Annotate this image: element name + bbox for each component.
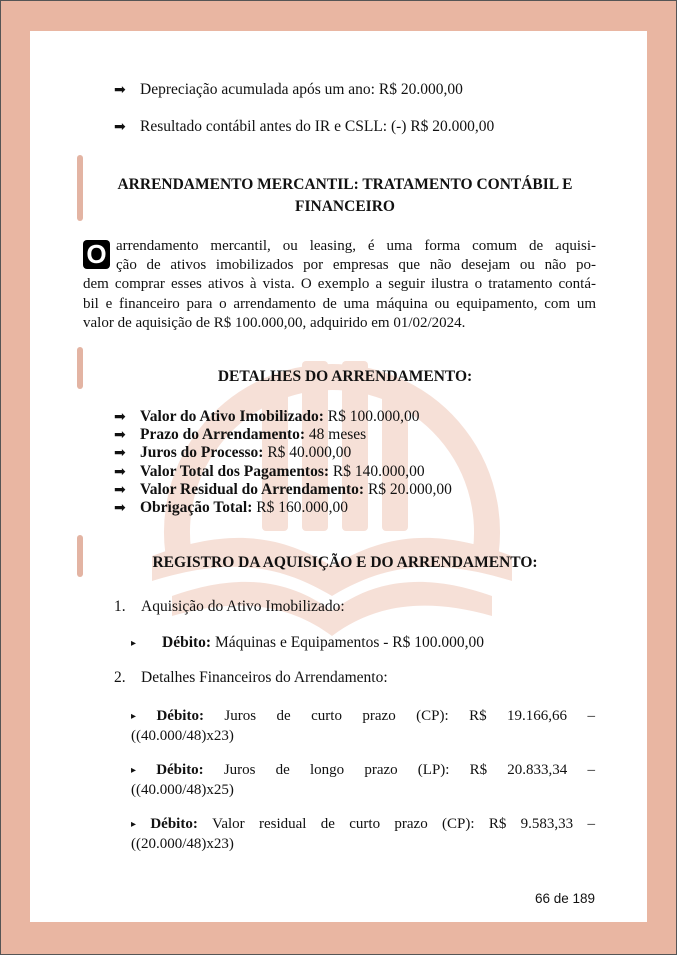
sub-item-line [131,815,595,835]
item-value: R$ 100.000,00 [327,408,420,426]
arrow-icon: ➡ [114,409,126,426]
list-item [114,499,452,517]
word: prazo [394,816,428,832]
word: 9.583,33 [520,816,574,832]
heading-line: ARRENDAMENTO MERCANTIL: TRATAMENTO CONTÁBIL E [117,176,573,193]
word: R$ [469,762,488,778]
arrow-icon: ➡ [114,463,126,480]
sub-item [131,707,595,746]
item-text: Detalhes Financeiros do Arrendamento: [141,669,388,686]
intro-paragraph [83,237,596,333]
item-label: Prazo do Arrendamento: [140,426,306,444]
item-label: Valor Residual do Arrendamento: [140,480,365,498]
section-heading: REGISTRO DA AQUISIÇÃO E DO ARRENDAMENTO: [152,554,538,571]
word: de [275,762,290,778]
arrow-icon: ➡ [114,82,126,98]
item-label: Obrigação Total: [140,499,253,517]
section-heading: DETALHES DO ARRENDAMENTO: [217,368,473,385]
word: de [320,816,335,832]
word: residual [258,816,307,832]
word: prazo [362,708,396,724]
sub-item-line [131,761,595,781]
word: Juros [224,708,257,724]
item-text: Aquisição do Ativo Imobilizado: [141,598,345,615]
item-value: R$ 20.000,00 [367,480,452,498]
word: R$ [469,708,487,724]
triangle-bullet-icon: ▸ [131,637,137,649]
list-item [114,463,452,481]
sub-item-line [131,707,595,727]
sub-item-line: ((40.000/48)x23) [131,727,234,744]
drop-cap: O [83,240,110,269]
item-value: R$ 140.000,00 [332,462,425,480]
section-heading [90,174,600,218]
item-label: Juros do Processo: [140,444,264,462]
arrow-icon: ➡ [114,427,126,444]
arrow-icon: ➡ [114,445,126,462]
debit-label: Débito: [162,634,212,651]
word: Valor [212,816,245,832]
word: Juros [223,762,256,778]
item-value: R$ 160.000,00 [256,499,348,517]
paragraph-line: arrendamento mercantil, ou leasing, é uma forma comum de aquisi- [116,238,596,254]
numbered-item [114,598,345,616]
details-list [114,408,452,517]
item-number: 2. [114,669,126,686]
arrow-icon: ➡ [114,119,126,135]
word: (LP): [417,762,450,778]
list-item [114,426,452,444]
sub-item-line: ((20.000/48)x23) [131,835,234,852]
paragraph-line: bil e financeiro para o arrendamento de uma máquina ou equipamento, com um [83,295,596,312]
word: curto [311,708,342,724]
sub-item-text: Máquinas e Equipamentos - R$ 100.000,00 [214,634,485,651]
document-page [30,31,647,922]
paragraph-line: valor de aquisição de R$ 100.000,00, adquirido em 01/02/2024. [83,314,466,331]
list-item [114,481,452,499]
word: 20.833,34 [507,762,568,778]
numbered-item [114,669,388,687]
word: (CP): [416,708,449,724]
bullet-text: Resultado contábil antes do IR e CSLL: (-) R$ 20.000,00 [140,118,495,135]
page-number: 66 de 189 [534,891,595,906]
triangle-bullet-icon: ▸ [131,819,137,830]
bullet-item [114,81,463,99]
word: prazo [364,762,398,778]
item-label: Valor Total dos Pagamentos: [140,462,330,480]
item-label: Valor do Ativo Imobilizado: [140,408,324,426]
item-value: 48 meses [308,426,367,444]
sub-item [131,815,595,854]
debit-label: Débito: [156,762,204,778]
word: (CP): [442,816,475,832]
word: – [587,762,595,778]
arrow-icon: ➡ [114,481,126,498]
bullet-text: Depreciação acumulada após um ano: R$ 20.000,00 [140,81,463,98]
item-number: 1. [114,598,126,615]
sub-item [131,761,595,800]
word: curto [349,816,381,832]
list-item [114,444,452,462]
heading-line: FINANCEIRO [295,198,395,215]
word: – [587,816,595,832]
word: 19.166,66 [507,708,568,724]
word: R$ [488,816,507,832]
page-content [30,31,647,922]
word: longo [310,762,345,778]
sub-item-line: ((40.000/48)x25) [131,781,234,798]
triangle-bullet-icon: ▸ [131,765,137,776]
bullet-item [114,118,494,136]
sub-item [131,634,484,652]
word: – [587,708,595,724]
paragraph-line: ção de ativos imobilizados por empresas que não desejam ou não po- [116,257,596,274]
item-value: R$ 40.000,00 [267,444,352,462]
debit-label: Débito: [156,708,204,724]
paragraph-line: dem comprar esses ativos à vista. O exemplo a seguir ilustra o tratamento contá- [83,276,596,293]
word: de [276,708,291,724]
triangle-bullet-icon: ▸ [131,711,137,722]
list-item [114,408,452,426]
arrow-icon: ➡ [114,500,126,517]
debit-label: Débito: [150,816,198,832]
